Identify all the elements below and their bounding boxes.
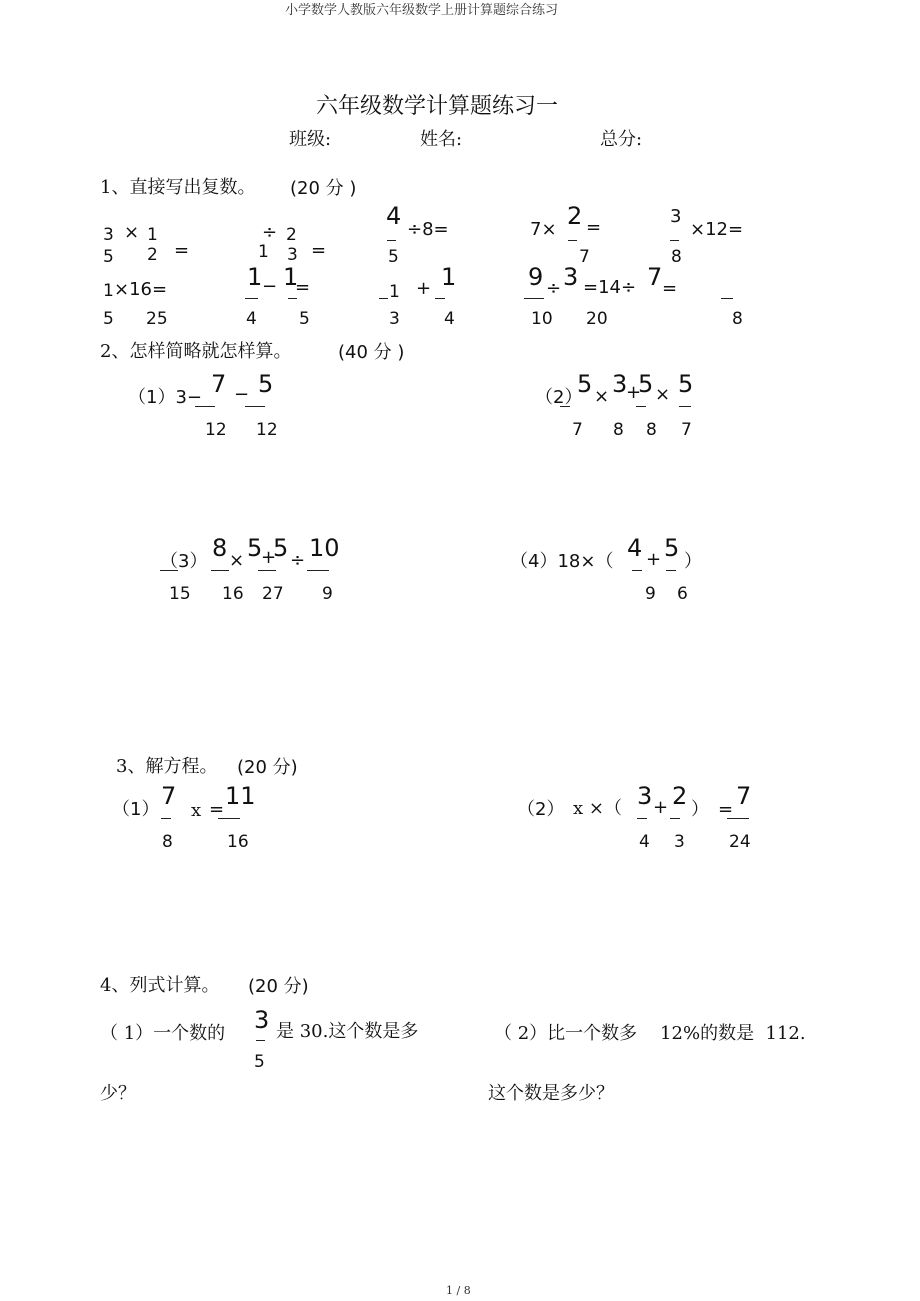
operator: + (626, 382, 642, 403)
numerator: 1 (247, 263, 263, 291)
denominator: 5 (299, 309, 310, 329)
fraction-bar (211, 570, 229, 571)
fraction-bar (288, 298, 297, 299)
denominator: 7 (572, 420, 583, 440)
denominator: 24 (729, 832, 751, 852)
denominator: 7 (681, 420, 692, 440)
numerator: 8 (212, 534, 228, 562)
section3-heading: 3、解方程。 (116, 756, 218, 777)
denominator: 4 (444, 309, 455, 329)
problem-label: （1） (112, 799, 160, 820)
numerator: 5 (258, 370, 274, 398)
fraction-bar (568, 240, 577, 241)
operator: + (646, 549, 662, 570)
numerator: 4 (386, 202, 402, 230)
denominator: 7 (579, 247, 590, 267)
numerator: 11 (225, 782, 256, 810)
name-label: 姓名: (420, 129, 463, 150)
variable-x: x (191, 800, 202, 821)
operator: + (416, 278, 432, 299)
page-number: 1 / 8 (446, 1284, 471, 1297)
denominator: 5 (388, 247, 399, 267)
denominator: 12 (256, 420, 278, 440)
denominator: 4 (639, 832, 650, 852)
equals-sign: = (586, 217, 602, 238)
equals-sign: = (662, 278, 678, 299)
fraction-bar (679, 406, 691, 407)
class-label: 班级: (289, 129, 332, 150)
fraction-bar (258, 570, 276, 571)
denominator: 8 (613, 420, 624, 440)
numerator: 3 (103, 225, 114, 245)
operator-tail: ×12= (690, 219, 744, 240)
closing-paren: ） (691, 799, 709, 820)
whole-number: 1 (258, 242, 269, 262)
denominator: 9 (645, 584, 656, 604)
operator: × (124, 222, 140, 243)
fraction-bar (161, 818, 171, 819)
numerator: 5 (247, 534, 263, 562)
operator-tail: ÷8= (407, 219, 449, 240)
problem-label: （2） (517, 799, 565, 820)
numerator: 3 (563, 263, 579, 291)
section3-points: (20 分) (237, 757, 298, 778)
denominator: 16 (227, 832, 249, 852)
problem-text: （ 2）比一个数多 12%的数是 112. (494, 1023, 806, 1044)
operator: ÷ (290, 550, 306, 571)
numerator: 2 (286, 225, 297, 245)
fraction-bar (636, 406, 646, 407)
fraction-bar (666, 570, 676, 571)
numerator: 3 (637, 782, 653, 810)
denominator: 3 (674, 832, 685, 852)
operator: × (229, 550, 245, 571)
numerator: 4 (627, 534, 643, 562)
equals-sign: = (295, 277, 311, 298)
fraction-bar (218, 818, 240, 819)
denominator: 3 (389, 309, 400, 329)
problem-label: （2） (535, 387, 583, 408)
operator: ÷ (546, 278, 562, 299)
page-title: 六年级数学计算题练习一 (316, 94, 559, 119)
fraction-bar (637, 818, 647, 819)
numerator: 9 (528, 263, 544, 291)
problem-text-cont: 少？ (100, 1083, 136, 1104)
numerator: 5 (664, 534, 680, 562)
fraction-bar (245, 406, 265, 407)
fraction-bar (195, 406, 215, 407)
equals-sign: = (174, 240, 190, 261)
equals-sign: = (718, 799, 734, 820)
denominator: 5 (254, 1052, 265, 1072)
fraction-bar (632, 570, 642, 571)
numerator: 5 (577, 370, 593, 398)
denominator: 6 (677, 584, 688, 604)
denominator: 5 (103, 309, 114, 329)
operator-tail: ×16= (114, 279, 168, 300)
variable-x: x ×（ (573, 798, 622, 819)
operator: ÷ (262, 222, 278, 243)
fraction-bar (560, 406, 570, 407)
denominator: 20 (586, 309, 608, 329)
fraction-bar (387, 240, 396, 241)
numerator: 5 (678, 370, 694, 398)
fraction-bar (256, 1040, 265, 1041)
denominator: 12 (205, 420, 227, 440)
numerator: 2 (567, 202, 583, 230)
denominator: 2 (147, 245, 158, 265)
section4-heading: 4、列式计算。 (100, 975, 220, 996)
denominator: 8 (671, 247, 682, 267)
closing-paren: ） (684, 551, 702, 572)
numerator: 7 (647, 263, 663, 291)
denominator: 4 (246, 309, 257, 329)
numerator: 1 (389, 282, 400, 302)
numerator: 1 (103, 281, 114, 301)
equals-sign: = (209, 799, 225, 820)
operator: × (594, 386, 610, 407)
numerator: 5 (273, 534, 289, 562)
operator-tail: =14÷ (583, 277, 637, 298)
denominator: 16 (222, 584, 244, 604)
operator: + (653, 797, 669, 818)
equals-sign: = (311, 240, 327, 261)
numerator: 2 (672, 782, 688, 810)
section1-heading: 1、直接写出复数。 (100, 177, 256, 198)
section4-points: (20 分) (248, 976, 309, 997)
fraction-bar (245, 298, 258, 299)
fraction-bar (524, 298, 544, 299)
numerator: 1 (283, 263, 299, 291)
denominator: 27 (262, 584, 284, 604)
numerator: 7 (161, 782, 177, 810)
denominator: 5 (103, 247, 114, 267)
section2-points: (40 分 ) (338, 342, 405, 363)
problem-label: （3） (160, 551, 208, 572)
fraction-bar (160, 570, 178, 571)
numerator: 7 (736, 782, 752, 810)
fraction-bar (727, 818, 749, 819)
problem-text: （ 1）一个数的 (100, 1023, 226, 1044)
denominator: 3 (287, 245, 298, 265)
denominator: 25 (146, 309, 168, 329)
fraction-bar (670, 240, 679, 241)
fraction-bar (670, 818, 680, 819)
operator: × (655, 384, 671, 405)
problem-label: （4）18×（ (510, 551, 614, 572)
numerator: 3 (254, 1006, 270, 1034)
operator: − (262, 276, 278, 297)
section1-points: (20 分 ) (290, 178, 357, 199)
operator: − (234, 384, 250, 405)
numerator: 1 (441, 263, 457, 291)
denominator: 10 (531, 309, 553, 329)
problem-text-cont: 这个数是多少？ (488, 1083, 614, 1104)
numerator: 5 (638, 370, 654, 398)
problem-label: （1）3− (128, 387, 202, 408)
denominator: 8 (732, 309, 743, 329)
numerator: 1 (147, 225, 158, 245)
numerator: 7 (211, 370, 227, 398)
fraction-bar (721, 298, 733, 299)
fraction-bar (379, 298, 388, 299)
numerator: 3 (670, 206, 682, 227)
score-label: 总分: (600, 129, 643, 150)
problem-text-tail: 是 30.这个数是多 (276, 1021, 419, 1042)
denominator: 8 (162, 832, 173, 852)
denominator: 9 (322, 584, 333, 604)
document-header: 小学数学人教版六年级数学上册计算题综合练习 (285, 3, 559, 18)
denominator: 15 (169, 584, 191, 604)
operator-prefix: 7× (530, 219, 557, 240)
numerator: 10 (309, 534, 340, 562)
numerator: 3 (612, 370, 628, 398)
fraction-bar (435, 298, 445, 299)
denominator: 8 (646, 420, 657, 440)
section2-heading: 2、怎样简略就怎样算。 (100, 341, 292, 362)
fraction-bar (307, 570, 329, 571)
operator: + (261, 547, 277, 568)
